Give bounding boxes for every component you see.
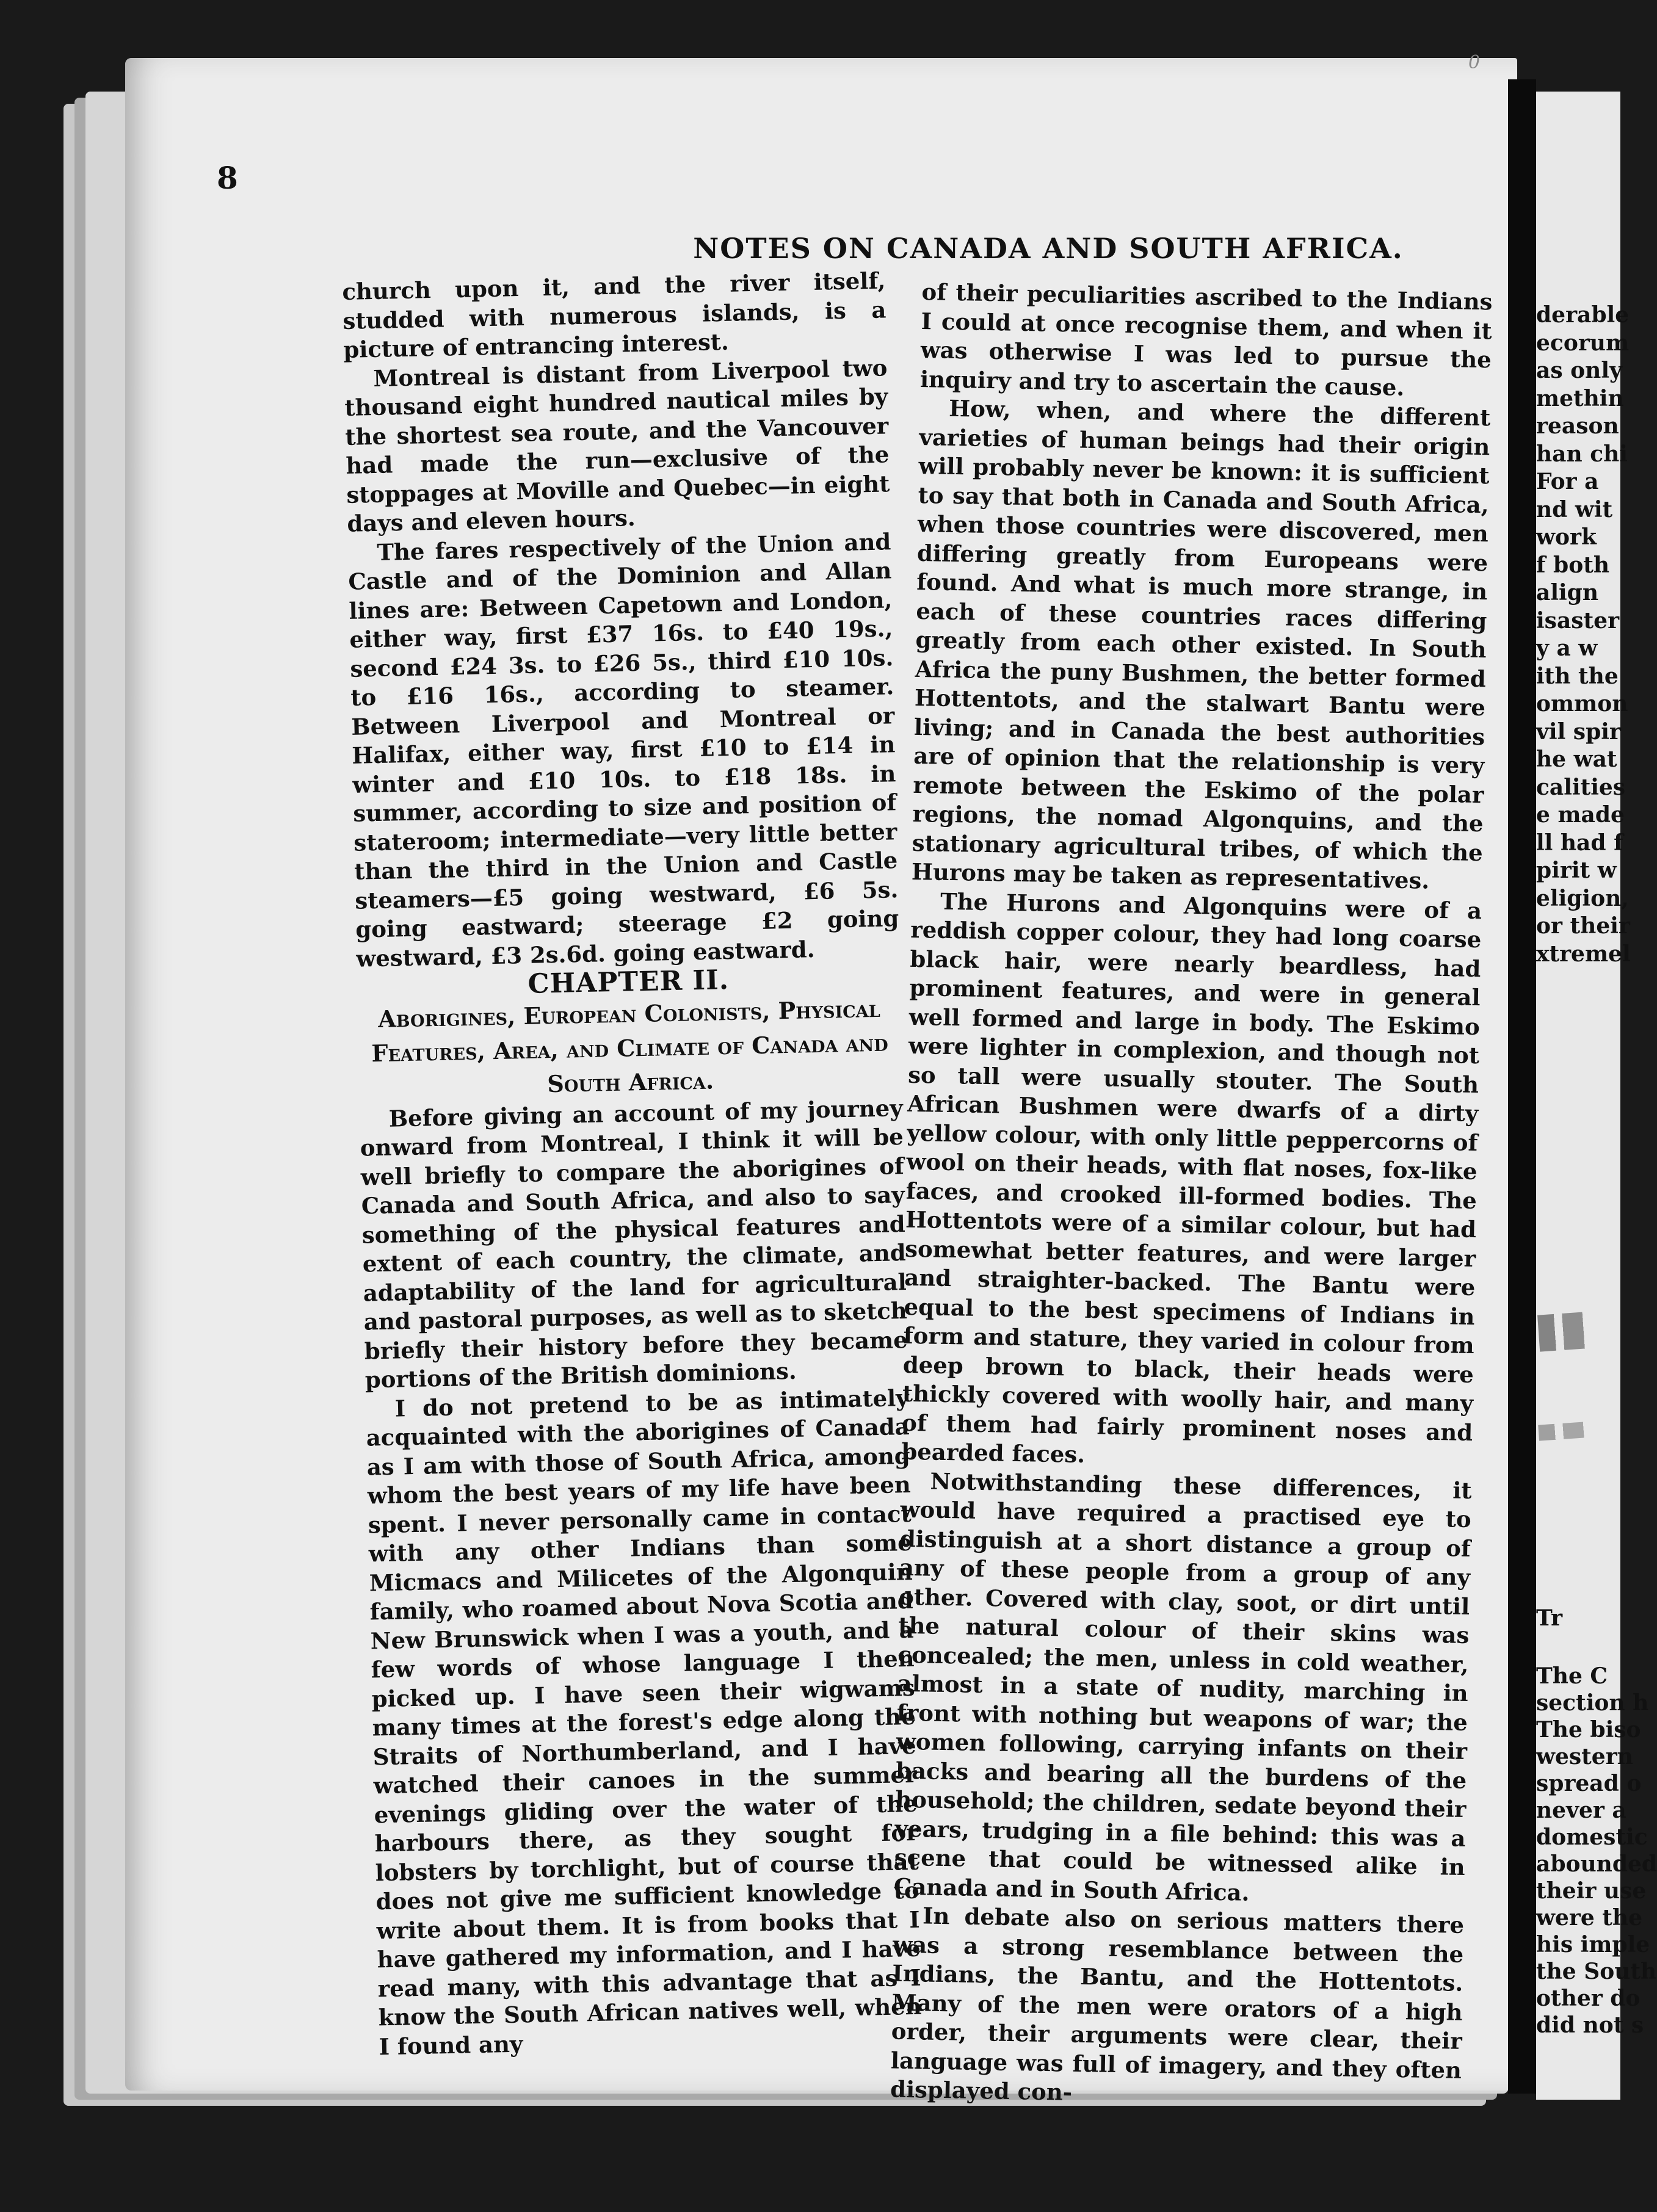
paragraph: How, when, and where the different varieties of human beings had their origin will probably never be known: it is sufficient to say that both in Canada and South Africa, when those countries were discovered, men differing greatly from Europeans were found. And what is much more strange, in each of these countries races differing greatly from each other existed. In South Africa the puny Bushmen, the better formed Hottentots, and the stalwart Bantu were living; and in Canada the best authorities are of opinion that the relationship is very remote between the Eskimo of the polar regions, the nomad Algonquins, and the stationary agricultural tribes, of which the Hurons may be taken as representatives. xyxy=(911,394,1491,894)
running-head xyxy=(0,232,1620,265)
paragraph: In debate also on serious matters there was a strong resemblance between the Indians, the Bantu, and the Hottentots. Many of the men were orators of a high order, their arguments were clear, their language was full of imagery, and they often displayed con- xyxy=(890,1902,1465,2106)
facing-page-line: their use xyxy=(1536,1878,1647,1904)
left-text-column xyxy=(342,266,923,2061)
facing-page-line: Tr xyxy=(1536,1605,1563,1631)
facing-page-line: ecorum xyxy=(1536,330,1630,356)
facing-page-line: eligion, xyxy=(1536,885,1629,911)
facing-page-line: methin xyxy=(1536,385,1624,411)
facing-page-line: pirit w xyxy=(1536,858,1617,883)
facing-page-line: the South xyxy=(1536,1959,1657,1984)
facing-page-line: derable xyxy=(1536,302,1630,328)
facing-page-line: other do xyxy=(1536,1986,1641,2011)
facing-page-line: calities xyxy=(1536,774,1626,800)
facing-page-line: han chi xyxy=(1536,441,1628,467)
paragraph: I do not pretend to be as intimately acquainted with the aborigines of Canada as I am with those of South Africa, among whom the best years of my life have been spent. I never personally came in contact with any other Indians than some Micmacs and Milicetes of the Algonquin family, who roamed about Nova Scotia and New Brunswick when I was a youth, and a few words of whose language I then picked up. I have seen their wigwams many times at the forest's edge along the Straits of Northumberland, and I have watched their canoes in the summer evenings gliding over the water of the harbours there, as they sought for lobsters by torchlight, but of course that does not give me sufficient knowledge to write about them. It is from books that I have gathered my information, and I have read many, with this advantage that as I know the South African natives well, when I found any xyxy=(366,1384,922,2060)
facing-page-line: or their xyxy=(1536,913,1630,939)
facing-page-line: y a w xyxy=(1536,635,1598,661)
facing-page-line: e made xyxy=(1536,802,1625,828)
chapter-title: CHAPTER II. xyxy=(528,964,730,1000)
facing-page-line: ommon xyxy=(1536,691,1628,717)
paragraph: Before giving an account of my journey onward from Montreal, I think it will be well briefly to compare the aborigines of Canada and South Africa, and also to say something of the physical features and extent of each country, the climate, and adaptability of the land for agricultural and pastoral purposes, as well as to sketch briefly their history before they became portions of the British dominions. xyxy=(360,1094,908,1393)
facing-page-line: abounded xyxy=(1536,1851,1657,1877)
facing-page-line: as only xyxy=(1536,358,1622,383)
facing-page-line: ith the xyxy=(1536,663,1619,689)
facing-page-line: The C xyxy=(1536,1663,1608,1689)
facing-page-line: did not s xyxy=(1536,2012,1644,2038)
facing-page xyxy=(1536,92,1657,2100)
facing-page-line: ll had f xyxy=(1536,830,1623,856)
facing-page-line: isaster xyxy=(1536,607,1620,634)
facing-page-line: work xyxy=(1536,524,1597,550)
illustration-fragment xyxy=(1537,1309,1622,1351)
facing-page-line: xtremel xyxy=(1536,941,1631,967)
facing-page-line: vil spir xyxy=(1536,718,1621,745)
facing-page-line: reason xyxy=(1536,413,1619,439)
running-head-text: NOTES ON CANADA AND SOUTH AFRICA. xyxy=(693,232,1404,265)
facing-page-line: his imple xyxy=(1536,1932,1650,1957)
book-spine-gutter xyxy=(1508,79,1536,2094)
right-text-column xyxy=(890,278,1493,2114)
paragraph: The fares respectively of the Union and Castle and of the Dominion and Allan lines are: Between Capetown and London, either way, first £37 16s. to £40 19s., second £24 3s. to £26 5s., third £10 10s. to £16 16s., according to steamer. Between Liverpool and Montreal or Halifax, either way, first £10 to £14 in winter and £10 10s. to £18 18s. in summer, according to size and position of stateroom; intermediate—very little better than the third in the Union and Castle steamers—£5 going westward, £6 5s. going eastward; steerage £2 going westward, £3 2s.6d. going eastward. xyxy=(347,527,899,972)
corner-mark: 0 xyxy=(1468,52,1481,73)
paragraph: The Hurons and Algonquins were of a reddish copper colour, they had long coarse black hair, were nearly beardless, had prominent features, and were in general well formed and large in body. The Eskimo were lighter in complexion, and though not so tall were usually stouter. The South African Bushmen were dwarfs of a dirty yellow colour, with only little peppercorns of wool on their heads, with flat noses, fox-like faces, and crooked ill-formed bodies. The Hottentots were of a similar colour, but had somewhat better features, and were larger and straighter-backed. The Bantu were equal to the best specimens of Indians in form and stature, they varied in colour from deep brown to black, their heads were thickly covered with woolly hair, and many of them had fairly prominent noses and bearded faces. xyxy=(901,887,1482,1468)
paragraph: Montreal is distant from Liverpool two thousand eight hundred nautical miles by the shortest sea route, and the Vancouver had made the run—exclusive of the stoppages at Moville and Quebec—in eight days and eleven hours. xyxy=(344,353,890,537)
facing-page-line: For a xyxy=(1536,469,1599,494)
paragraph: of their peculiarities ascribed to the Indians I could at once recognise them, and when it was otherwise I was led to pursue the inquiry and try to ascertain the cause. xyxy=(919,278,1493,401)
facing-page-line: spread o xyxy=(1536,1771,1642,1796)
facing-page-line: section h xyxy=(1536,1690,1649,1716)
facing-page-line: domestic xyxy=(1536,1824,1648,1850)
facing-page-line: align xyxy=(1536,580,1599,605)
chapter-subtitle: Aborigines, European Colonists, Physical Features, Area, and Climate of Canada and South Africa. xyxy=(371,994,889,1097)
paragraph: Notwithstanding these differences, it would have required a practised eye to distinguish at a short distance a group of any of these people from a group of any other. Covered with clay, soot, or dirt until the natural colour of their skins was concealed; the men, unless in cold weather, almost in a state of nudity, marching in front with nothing but weapons of war; the women following, carrying infants on their backs and bearing all the burdens of the household; the children, sedate beyond their years, trudging in a file behind: this was a scene that could be witnessed alike in Canada and in South Africa. xyxy=(893,1467,1472,1906)
facing-page-line: were the xyxy=(1536,1905,1643,1931)
page-number: 8 xyxy=(217,160,238,196)
facing-page-line: western xyxy=(1536,1744,1633,1769)
paragraph: church upon it, and the river itself, studded with numerous islands, is a picture of entrancing interest. xyxy=(342,267,887,363)
facing-page-line: never a xyxy=(1536,1798,1626,1823)
facing-page-line: f both xyxy=(1536,552,1610,578)
facing-page-line: nd wit xyxy=(1536,496,1613,522)
facing-page-line: he wat xyxy=(1536,746,1617,772)
facing-page-line: The biso xyxy=(1536,1717,1641,1743)
